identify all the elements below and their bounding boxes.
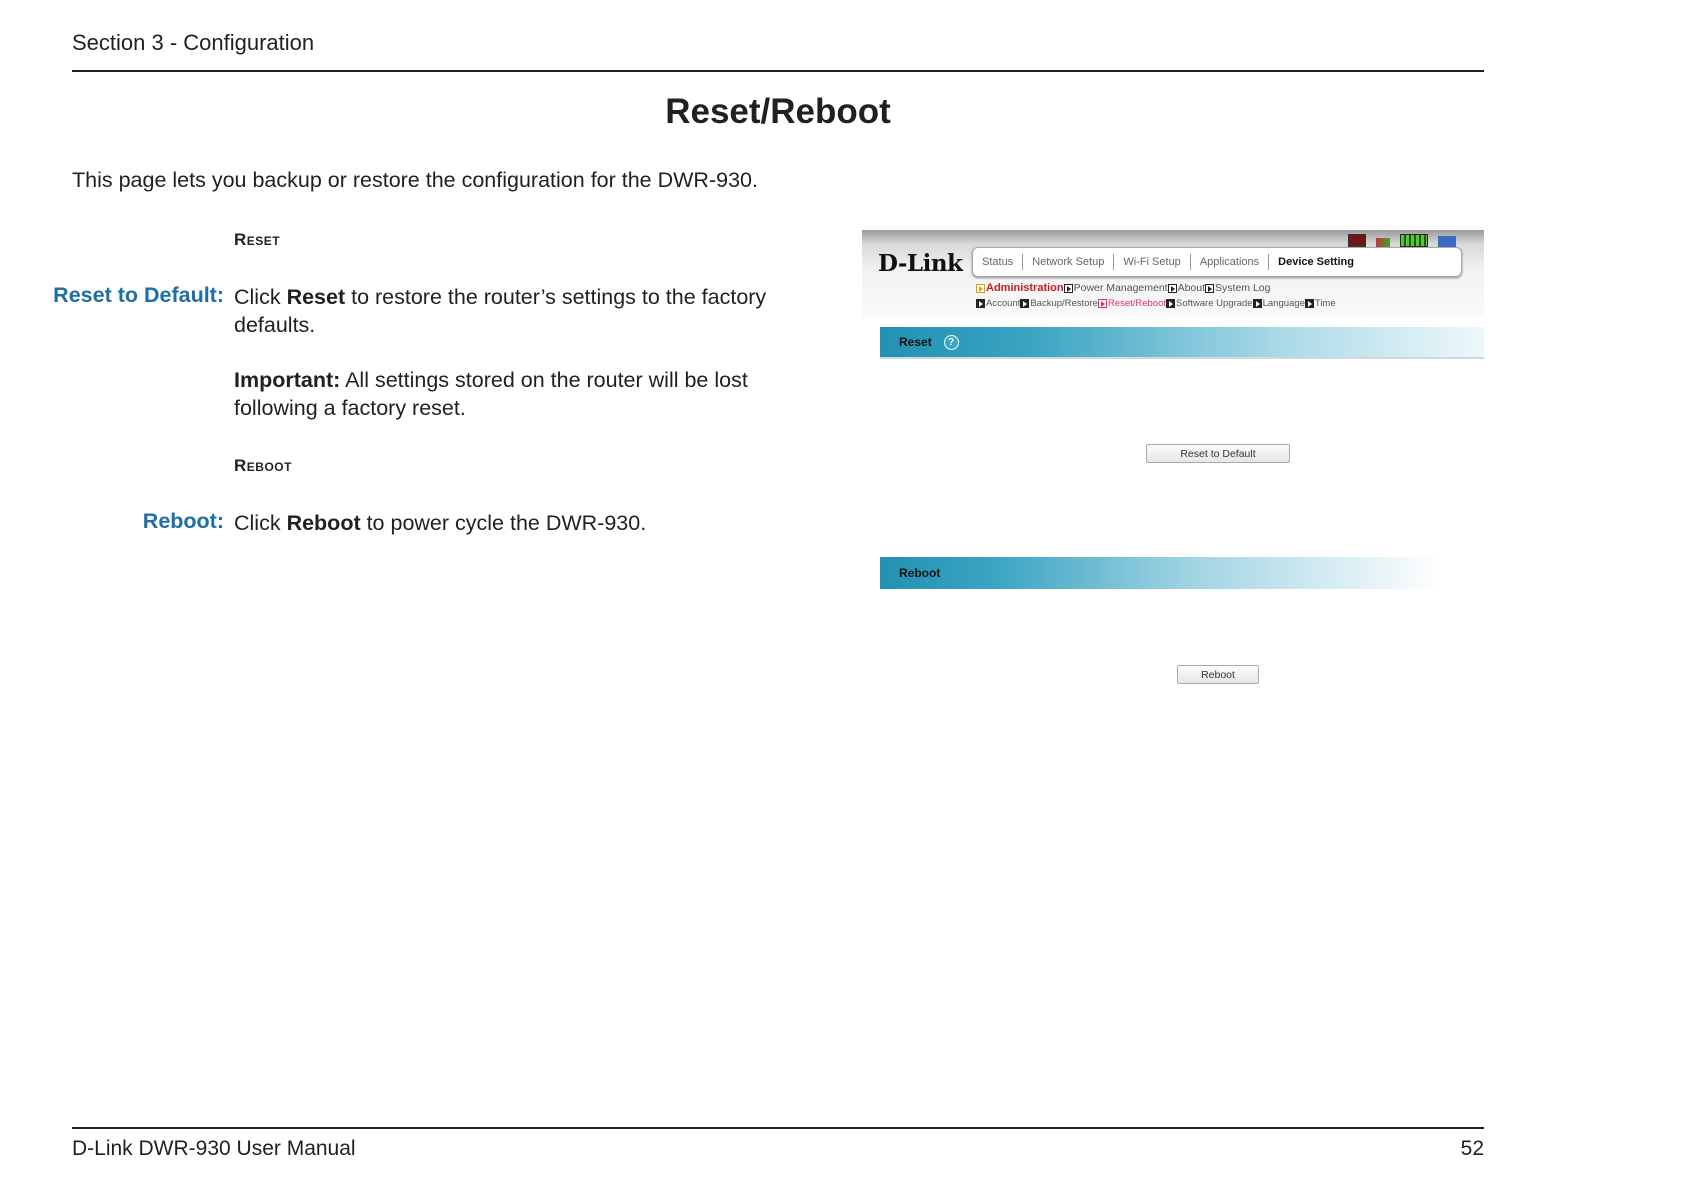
subnav-label: About <box>1177 282 1206 294</box>
subnav-backup-restore[interactable] <box>1020 298 1098 309</box>
reset-desc-pre: Click <box>234 285 287 309</box>
router-header <box>862 230 1484 318</box>
battery-icon <box>1400 234 1428 247</box>
reset-to-default-term: Reset to Default: <box>53 283 224 307</box>
arrow-box-icon <box>1020 299 1029 308</box>
subnav-system-log[interactable] <box>1205 282 1270 294</box>
subnav-label: Reset/Reboot <box>1107 298 1167 309</box>
help-icon[interactable]: ? <box>944 335 959 350</box>
subnav-label: System Log <box>1215 282 1271 294</box>
dlink-logo: D-Link <box>878 250 963 277</box>
router-ui-screenshot <box>862 230 1484 685</box>
reset-desc-post: to restore the router’s settings to the factory defaults. <box>234 285 767 337</box>
arrow-box-icon <box>1305 299 1314 308</box>
important-label: Important: <box>234 368 341 392</box>
subnav-software-upgrade[interactable] <box>1166 298 1253 309</box>
reboot-term: Reboot: <box>142 509 224 533</box>
arrow-box-icon <box>1098 299 1107 308</box>
subnav-label: Account <box>986 298 1021 309</box>
subnav-time[interactable] <box>1305 298 1336 309</box>
subnav-row-2 <box>976 298 1336 309</box>
nav-tab-network-setup[interactable]: Network Setup <box>1023 254 1114 270</box>
subnav-reset-reboot[interactable] <box>1098 298 1166 309</box>
reboot-heading: Reboot <box>234 456 292 475</box>
nav-tab-status[interactable]: Status <box>973 254 1023 270</box>
footer-manual-title: D-Link DWR-930 User Manual <box>72 1137 356 1160</box>
intro-text: This page lets you backup or restore the configuration for the DWR-930. <box>72 168 758 192</box>
arrow-box-icon <box>1168 284 1177 293</box>
subnav-row-1 <box>976 282 1271 294</box>
page-number: 52 <box>1460 1137 1484 1160</box>
reboot-desc-post: to power cycle the DWR-930. <box>360 511 647 535</box>
reboot-bar-label: Reboot <box>899 566 941 580</box>
subnav-label: Power Management <box>1073 282 1168 294</box>
sim-icon <box>1348 234 1366 247</box>
nav-tab-wifi-setup[interactable]: Wi-Fi Setup <box>1114 254 1190 270</box>
arrow-box-icon <box>1064 284 1073 293</box>
nav-tab-applications[interactable]: Applications <box>1191 254 1269 270</box>
subnav-label: Backup/Restore <box>1030 298 1098 309</box>
subnav-label: Time <box>1314 298 1336 309</box>
subnav-about[interactable] <box>1168 282 1205 294</box>
subnav-power-management[interactable] <box>1064 282 1168 294</box>
arrow-box-icon <box>1253 299 1262 308</box>
signal-icon <box>1376 238 1390 247</box>
reboot-section-bar <box>880 557 1440 589</box>
reboot-button[interactable]: Reboot <box>1177 665 1259 684</box>
nav-tab-device-setting[interactable]: Device Setting <box>1278 256 1354 268</box>
header-rule <box>72 70 1484 72</box>
subnav-administration[interactable] <box>976 282 1064 294</box>
reset-section-bar <box>880 327 1484 359</box>
arrow-box-icon <box>1166 299 1175 308</box>
footer-rule <box>72 1127 1484 1129</box>
reboot-desc-pre: Click <box>234 511 287 535</box>
arrow-box-icon <box>1205 284 1214 293</box>
page-title: Reset/Reboot <box>665 92 891 131</box>
important-note <box>234 366 794 422</box>
subnav-label: Language <box>1262 298 1305 309</box>
reboot-desc-bold: Reboot <box>286 511 361 535</box>
reset-to-default-button[interactable]: Reset to Default <box>1146 444 1290 463</box>
subnav-label: Administration <box>986 282 1064 294</box>
subnav-account[interactable] <box>976 298 1020 309</box>
reset-heading: Reset <box>234 230 281 249</box>
reboot-description <box>234 509 794 537</box>
reset-bar-label: Reset <box>899 335 932 349</box>
arrow-box-icon <box>976 284 985 293</box>
reset-desc-bold: Reset <box>286 285 346 309</box>
reset-description <box>234 283 794 339</box>
router-nav-bar <box>972 247 1462 277</box>
status-icons <box>1348 234 1456 247</box>
users-icon <box>1438 236 1456 247</box>
subnav-label: Software Upgrade <box>1176 298 1253 309</box>
section-title: Section 3 - Configuration <box>72 30 315 55</box>
subnav-language[interactable] <box>1253 298 1305 309</box>
arrow-box-icon <box>976 299 985 308</box>
important-text: All settings stored on the router will be lost following a factory reset. <box>234 368 748 420</box>
